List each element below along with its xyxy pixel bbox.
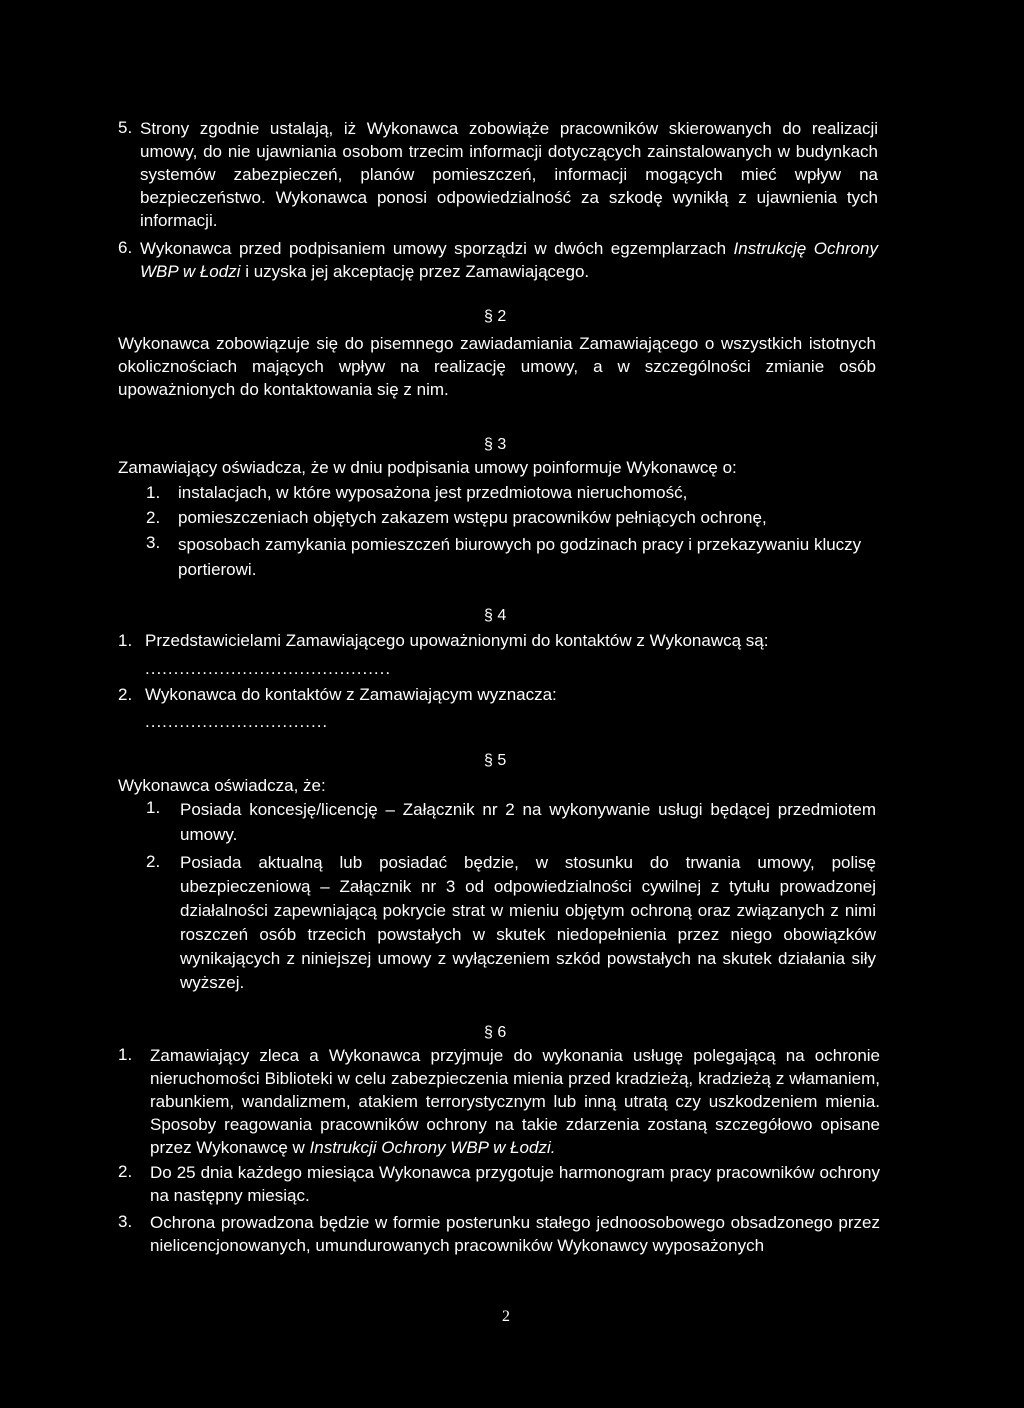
section-4-item-2 [118,684,878,706]
section-heading-6: § 6 [484,1024,507,1041]
list-item [146,507,878,529]
placeholder-dots: ........................................... [145,659,392,678]
list-number: 2. [118,1162,133,1181]
list-number: 1. [118,1045,133,1064]
list-number: 1. [146,483,161,502]
section-6-list [118,1044,880,1257]
section-3-intro: Zamawiający oświadcza, że w dniu podpisania umowy poinformuje Wykonawcę o: [118,458,737,477]
list-number: 1. [146,798,161,817]
list-text: Wykonawca do kontaktów z Zamawiającym wyznacza: [145,685,557,704]
list-item [118,1161,880,1207]
list-number: 2. [146,852,161,871]
list-text: Posiada aktualną lub posiadać będzie, w stosunku do trwania umowy, polisę ubezpieczeniową – Załącznik nr 3 od odpowiedzialności cywilnej z tytułu prowadzonej działalności zapewniającą pokrycie strat w mieniu objętym ochroną oraz związanych z nimi roszczeń osób trzecich powstałych w skutek niedopełnienia przez niego obowiązków wynikających z niniejszej umowy z wyłączeniem szkód powstałych na skutek działania siły wyższej. [180,853,876,992]
list-text: Zamawiający zleca a Wykonawca przyjmuje do wykonania usługę polegającą na ochronie nieruchomości Biblioteki w celu zabezpieczenia mienia przed kradzieżą, kradzieżą z włamaniem, rabunkiem, wandalizmem, atakiem terrorystycznym lub inną utratą czy uszkodzeniem mienia. Sposoby reagowania pracowników ochrony na takie zdarzenia zostaną szczegółowo opisane przez Wykonawcę w Instrukcji Ochrony WBP w Łodzi. [150,1046,880,1157]
list-text: Ochrona prowadzona będzie w formie posterunku stałego jednoosobowego obsadzonego przez nielicencjonowanych, umundurowanych pracowników Wykonawcy wyposażonych [150,1213,880,1255]
section-heading-4: § 4 [484,607,507,624]
clause-6 [118,237,878,283]
list-item [118,1211,880,1257]
list-text: sposobach zamykania pomieszczeń biurowych po godzinach pracy i przekazywaniu kluczy portierowi. [178,535,862,579]
page-number: 2 [502,1308,510,1325]
list-item [146,851,876,995]
section-2-text: Wykonawca zobowiązuje się do pisemnego zawiadamiania Zamawiającego o wszystkich istotnych okolicznościach mających wpływ na realizację umowy, a w szczególności zmianie osób upoważnionych do kontaktowania się z nim. [118,334,876,399]
section-4-item-1 [118,630,878,652]
list-number: 2. [118,685,133,704]
list-text: Przedstawicielami Zamawiającego upoważnionymi do kontaktów z Wykonawcą są: [145,631,769,650]
list-number: 3. [146,533,161,552]
list-text: instalacjach, w które wyposażona jest przedmiotowa nieruchomość, [178,483,688,502]
clause-text: Strony zgodnie ustalają, iż Wykonawca zobowiąże pracowników skierowanych do realizacji umowy, do nie ujawniania osobom trzecim informacji dotyczących zainstalowanych w budynkach systemów zabezpieczeń, planów pomieszczeń, informacji mogących mieć wpływ na bezpieczeństwo. Wykonawca ponosi odpowiedzialność za szkodę wynikłą z ujawnienia tych informacji. [140,119,878,230]
list-item [146,532,878,582]
section-heading-5: § 5 [484,752,507,769]
section-heading-2: § 2 [484,308,507,325]
list-number: 1. [118,631,133,650]
clause-number: 5. [118,118,133,137]
list-number: 3. [118,1212,133,1231]
instruction-title: Instrukcji Ochrony WBP w Łodzi. [309,1138,556,1157]
list-item [146,797,876,847]
section-5-list [146,797,876,995]
instruction-title: Instrukcję Ochrony WBP w Łodzi [140,239,878,281]
section-3-list [146,482,878,582]
list-text: pomieszczeniach objętych zakazem wstępu pracowników pełniących ochronę, [178,508,767,527]
section-heading-3: § 3 [484,436,507,453]
clause-text: Wykonawca przed podpisaniem umowy sporządzi w dwóch egzemplarzach Instrukcję Ochrony WBP w Łodzi i uzyska jej akceptację przez Zamawiającego. [140,239,878,281]
placeholder-dots: ................................ [145,712,329,731]
list-item [146,482,878,504]
list-text: Do 25 dnia każdego miesiąca Wykonawca przygotuje harmonogram pracy pracowników ochrony na następny miesiąc. [150,1163,880,1205]
section-5-intro: Wykonawca oświadcza, że: [118,776,326,795]
list-item [118,1044,880,1159]
clause-number: 6. [118,238,133,257]
list-text: Posiada koncesję/licencję – Załącznik nr 2 na wykonywanie usługi będącej przedmiotem umowy. [180,800,876,844]
clause-5 [118,117,878,232]
list-number: 2. [146,508,161,527]
